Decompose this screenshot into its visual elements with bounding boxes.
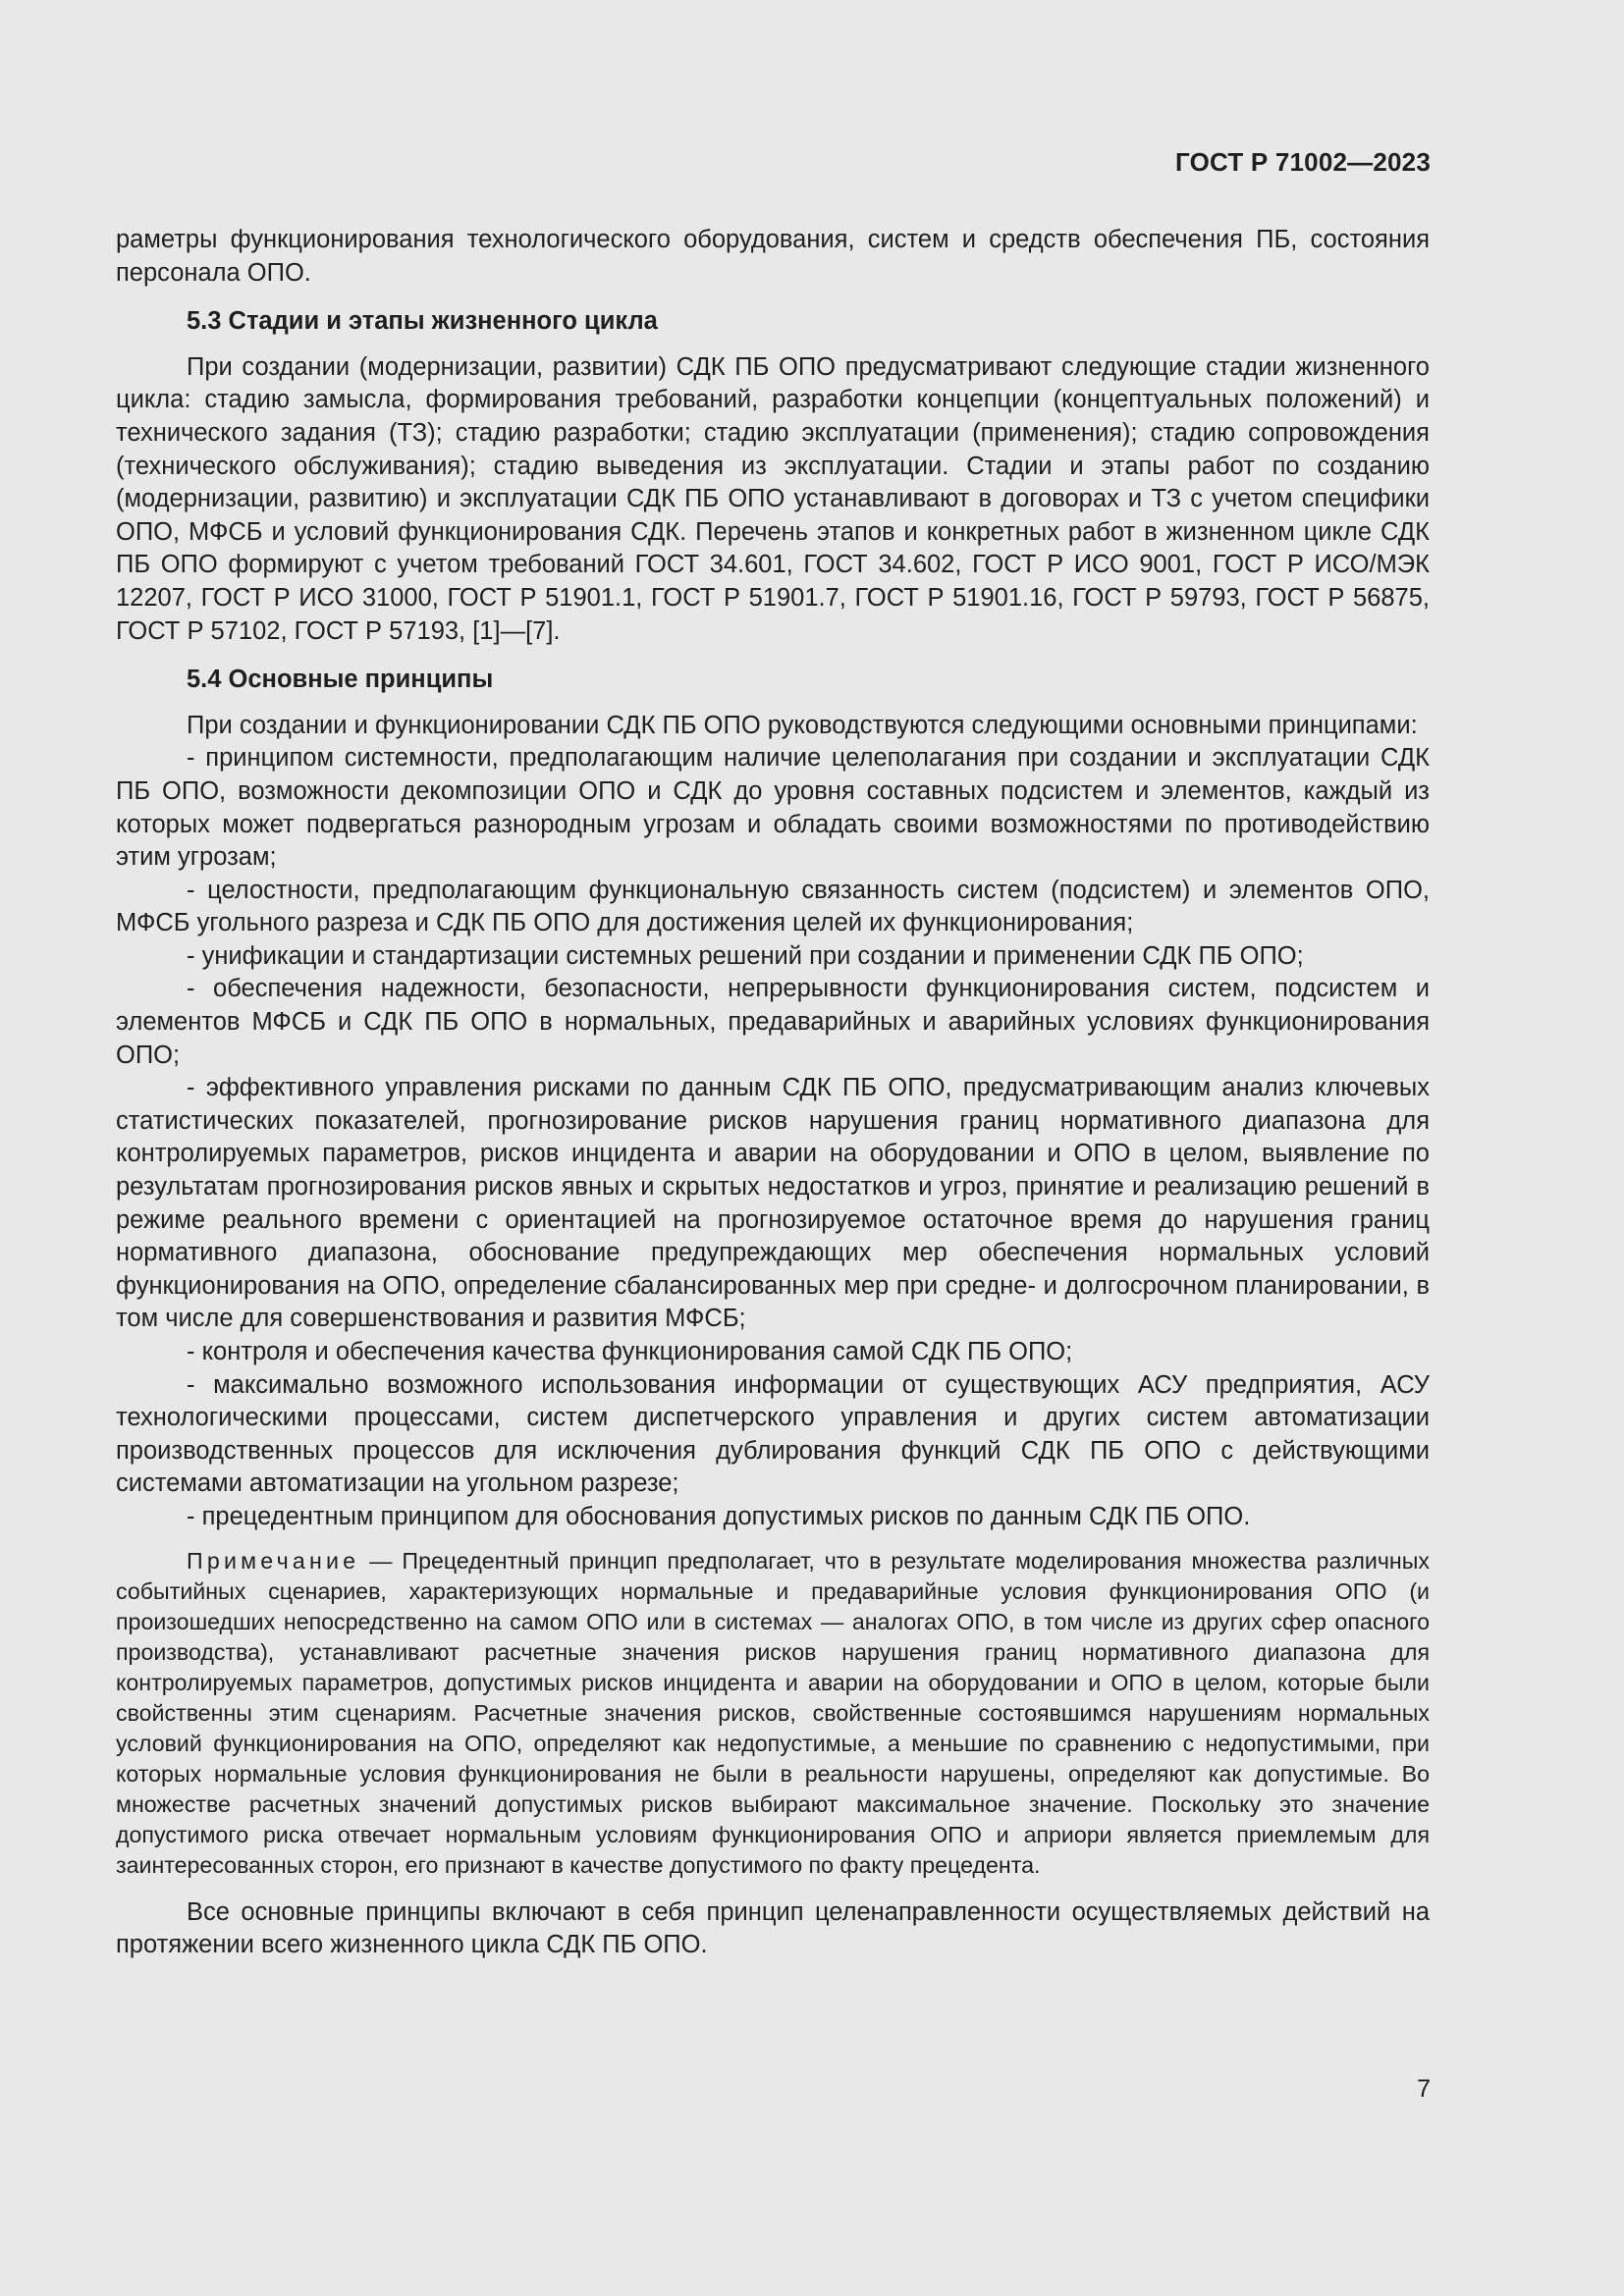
note-label: Примечание: [187, 1547, 360, 1574]
document-body: [116, 224, 1430, 1962]
page-number: 7: [1417, 2075, 1431, 2103]
list-item: - максимально возможного использования информации от существующих АСУ предприятия, АСУ технологическими процессами, систем диспетчерского управления и других систем автоматизации производственных процессов для исключения дублирования функций СДК ПБ ОПО с действующими системами автоматизации на угольном разрезе;: [116, 1370, 1430, 1498]
closing-paragraph: Все основные принципы включают в себя принцип целенаправленности осуществляемых действий на протяжении всего жизненного цикла СДК ПБ ОПО.: [116, 1897, 1430, 1959]
list-item: - прецедентным принципом для обоснования допустимых рисков по данным СДК ПБ ОПО.: [187, 1502, 1251, 1530]
section-5-3-heading: 5.3 Стадии и этапы жизненного цикла: [187, 307, 658, 336]
list-item: - целостности, предполагающим функциональную связанность систем (подсистем) и элементов ОПО, МФСБ угольного разреза и СДК ПБ ОПО для достижения целей их функционирования;: [116, 876, 1430, 937]
list-item: - контроля и обеспечения качества функционирования самой СДК ПБ ОПО;: [187, 1338, 1073, 1365]
list-item: - обеспечения надежности, безопасности, непрерывности функционирования систем, подсистем и элементов МФСБ и СДК ПБ ОПО в нормальных, предаварийных и аварийных условиях функционирования ОПО;: [116, 975, 1430, 1069]
note-text: — Прецедентный принцип предполагает, что в результате моделирования множества различных событийных сценариев, характеризующих нормальные и предаварийные условия функционирования ОПО (и произошедших непосредственно на самом ОПО или в системах — аналогах ОПО, в том числе из других сфер опасного производства), устанавливают расчетные значения рисков нарушения границ нормативного диапазона для контролируемых параметров, допустимых рисков инцидента и аварии на оборудовании и ОПО в целом, которые были свойственны этим сценариям. Расчетные значения рисков, свойственные состоявшимся нарушениям нормальных условий функционирования на ОПО, определяют как недопустимые, а меньшие по сравнению с недопустимыми, при которых нормальные условия функционирования не были в реальности нарушены, определяют как допустимые. Во множестве расчетных значений допустимых рисков выбирают максимальное значение. Поскольку это значение допустимого риска отвечает нормальным условиям функционирования ОПО и априори является приемлемым для заинтересованных сторон, его признают в качестве допустимого по факту прецедента.: [116, 1547, 1430, 1878]
list-item: - унификации и стандартизации системных решений при создании и применении СДК ПБ ОПО;: [187, 941, 1304, 970]
list-item: - эффективного управления рисками по данным СДК ПБ ОПО, предусматривающим анализ ключевых статистических показателей, прогнозирование рисков нарушения границ нормативного диапазона для контролируемых параметров, рисков инцидента и аварии на оборудовании и ОПО в целом, выявление по результатам прогнозирования рисков явных и скрытых недостатков и угроз, принятие и реализацию решений в режиме реального времени с ориентацией на прогнозируемое остаточное время до нарушения границ нормативного диапазона, обоснование предупреждающих мер обеспечения нормальных условий функционирования на ОПО, определение сбалансированных мер при средне- и долгосрочном планировании, в том числе для совершенствования и развития МФСБ;: [116, 1074, 1430, 1333]
note-paragraph: [116, 1546, 1430, 1881]
section-5-3-paragraph: При создании (модернизации, развитии) СДК ПБ ОПО предусматривают следующие стадии жизненного цикла: стадию замысла, формирования требований, разработки концепции (концептуальных положений) и технического задания (ТЗ); стадию разработки; стадию эксплуатации (применения); стадию сопровождения (технического обслуживания); стадию выведения из эксплуатации. Стадии и этапы работ по созданию (модернизации, развитию) и эксплуатации СДК ПБ ОПО устанавливают в договорах и ТЗ с учетом специфики ОПО, МФСБ и условий функционирования СДК. Перечень этапов и конкретных работ в жизненном цикле СДК ПБ ОПО формируют с учетом требований ГОСТ 34.601, ГОСТ 34.602, ГОСТ Р ИСО 9001, ГОСТ Р ИСО/МЭК 12207, ГОСТ Р ИСО 31000, ГОСТ Р 51901.1, ГОСТ Р 51901.7, ГОСТ Р 51901.16, ГОСТ Р 59793, ГОСТ Р 56875, ГОСТ Р 57102, ГОСТ Р 57193, [1]—[7].: [116, 352, 1430, 645]
continuation-paragraph: раметры функционирования технологического оборудования, систем и средств обеспечения ПБ, состояния персонала ОПО.: [116, 226, 1430, 287]
section-5-4-intro: При создании и функционировании СДК ПБ ОПО руководствуются следующими основными принципами:: [187, 711, 1418, 739]
section-5-4-heading: 5.4 Основные принципы: [187, 666, 494, 694]
document-header: ГОСТ Р 71002—2023: [1175, 147, 1431, 177]
list-item: - принципом системности, предполагающим наличие целеполагания при создании и эксплуатации СДК ПБ ОПО, возможности декомпозиции ОПО и СДК до уровня составных подсистем и элементов, каждый из которых может подвергаться разнородным угрозам и обладать своими возможностями по противодействию этим угрозам;: [116, 744, 1430, 872]
